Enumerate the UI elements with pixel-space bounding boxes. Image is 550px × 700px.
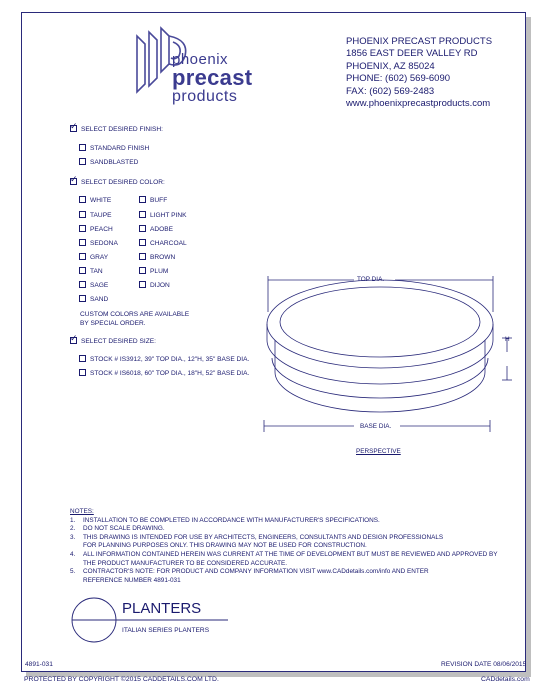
checkbox-icon[interactable]	[139, 196, 146, 203]
note-item: REFERENCE NUMBER 4891-031	[83, 576, 181, 584]
checkbox-icon[interactable]	[139, 281, 146, 288]
note-item: 1. INSTALLATION TO BE COMPLETED IN ACCORDANCE WITH MANUFACTURER'S SPECIFICATIONS.	[70, 516, 380, 524]
copyright-text: PROTECTED BY COPYRIGHT ©2015 CADDETAILS.COM LTD.	[24, 676, 219, 683]
color-option-taupe[interactable]: TAUPE	[79, 212, 112, 219]
checkbox-icon[interactable]	[139, 225, 146, 232]
title-underline	[118, 619, 228, 621]
title-circle-icon	[70, 596, 130, 646]
checkbox-icon[interactable]	[139, 211, 146, 218]
checkbox-checked-icon[interactable]	[70, 178, 77, 185]
note-item: 5. CONTRACTOR'S NOTE: FOR PRODUCT AND COMPANY INFORMATION VISIT www.CADdetails.com/info AND ENTER	[70, 568, 429, 576]
checkbox-icon[interactable]	[79, 295, 86, 302]
size-heading-row[interactable]	[70, 338, 156, 345]
checkbox-icon[interactable]	[139, 253, 146, 260]
color-heading-row[interactable]	[70, 179, 165, 186]
base-dia-label: BASE DIA.	[360, 423, 392, 430]
checkbox-icon[interactable]	[139, 267, 146, 274]
checkbox-checked-icon[interactable]	[70, 125, 77, 132]
note-item: 3. THIS DRAWING IS INTENDED FOR USE BY ARCHITECTS, ENGINEERS, CONSULTANTS AND DESIGN PROFESSIONALS	[70, 533, 444, 541]
color-option-light-pink[interactable]: LIGHT PINK	[139, 212, 187, 219]
finish-option-standard[interactable]: STANDARD FINISH	[79, 145, 149, 152]
company-fax: FAX: (602) 569-2483	[346, 85, 435, 97]
checkbox-icon[interactable]	[79, 144, 86, 151]
company-phone: PHONE: (602) 569-6090	[346, 73, 451, 85]
note-item: THE PRODUCT MANUFACTURER TO BE CONSIDERED ACCURATE.	[83, 559, 288, 567]
checkbox-icon[interactable]	[79, 239, 86, 246]
note-item: 2. DO NOT SCALE DRAWING.	[70, 525, 165, 533]
color-option-brown[interactable]: BROWN	[139, 254, 175, 261]
color-option-tan[interactable]: TAN	[79, 268, 103, 275]
drawing-title: PLANTERS	[122, 600, 202, 617]
color-option-dijon[interactable]: DIJON	[139, 282, 170, 289]
height-label: H	[505, 336, 510, 343]
color-option-sedona[interactable]: SEDONA	[79, 240, 118, 247]
custom-colors-note-2: BY SPECIAL ORDER.	[80, 320, 146, 327]
color-option-sand[interactable]: SAND	[79, 296, 108, 303]
company-info	[346, 36, 492, 110]
finish-heading-row[interactable]	[70, 126, 163, 133]
color-option-gray[interactable]: GRAY	[79, 254, 108, 261]
logo-products-text: products	[172, 88, 238, 105]
color-option-charcoal[interactable]: CHARCOAL	[139, 240, 187, 247]
checkbox-icon[interactable]	[79, 158, 86, 165]
checkbox-icon[interactable]	[79, 225, 86, 232]
color-heading: SELECT DESIRED COLOR:	[81, 179, 165, 186]
checkbox-icon[interactable]	[79, 211, 86, 218]
revision-date: REVISION DATE 08/06/2015	[441, 661, 527, 668]
color-option-peach[interactable]: PEACH	[79, 226, 113, 233]
notes-block	[70, 508, 500, 585]
finish-heading: SELECT DESIRED FINISH:	[81, 126, 163, 133]
note-item: 4. ALL INFORMATION CONTAINED HEREIN WAS CURRENT AT THE TIME OF DEVELOPMENT BUT MUST BE REVIEWED AND APPROVED BY	[70, 550, 498, 558]
company-name: PHOENIX PRECAST PRODUCTS	[346, 36, 493, 47]
color-option-plum[interactable]: PLUM	[139, 268, 168, 275]
company-web: www.phoenixprecastproducts.com	[346, 98, 491, 110]
note-item: FOR PLANNING PURPOSES ONLY. THIS DRAWING MAY NOT BE USED FOR CONSTRUCTION.	[83, 542, 367, 550]
checkbox-icon[interactable]	[139, 239, 146, 246]
size-option-is3912[interactable]: STOCK # IS3912, 39" TOP DIA., 12"H, 35" BASE DIA.	[79, 356, 249, 363]
color-option-adobe[interactable]: ADOBE	[139, 226, 173, 233]
color-option-sage[interactable]: SAGE	[79, 282, 108, 289]
planter-rim-outer	[267, 280, 493, 368]
notes-title: NOTES:	[70, 508, 94, 515]
finish-option-sandblasted[interactable]: SANDBLASTED	[79, 159, 138, 166]
checkbox-icon[interactable]	[79, 253, 86, 260]
planter-rim-inner	[280, 287, 480, 357]
checkbox-checked-icon[interactable]	[70, 337, 77, 344]
perspective-label: PERSPECTIVE	[356, 448, 401, 455]
planter-perspective-drawing	[250, 262, 525, 447]
checkbox-icon[interactable]	[79, 196, 86, 203]
logo-precast-text: precast	[172, 65, 253, 90]
checkbox-icon[interactable]	[79, 369, 86, 376]
color-option-white[interactable]: WHITE	[79, 197, 111, 204]
size-heading: SELECT DESIRED SIZE:	[81, 338, 156, 345]
company-street: 1856 EAST DEER VALLEY RD	[346, 48, 478, 60]
checkbox-icon[interactable]	[79, 267, 86, 274]
reference-number: 4891-031	[25, 661, 53, 668]
caddetails-link[interactable]: CADdetails.com	[481, 676, 530, 683]
logo-wordmark	[172, 52, 252, 105]
logo-phoenix-text: phoenix	[172, 51, 229, 68]
size-option-is6018[interactable]: STOCK # IS6018, 60" TOP DIA., 18"H, 52" BASE DIA.	[79, 370, 249, 377]
checkbox-icon[interactable]	[79, 355, 86, 362]
company-city: PHOENIX, AZ 85024	[346, 60, 435, 72]
color-option-buff[interactable]: BUFF	[139, 197, 167, 204]
checkbox-icon[interactable]	[79, 281, 86, 288]
top-dia-label: TOP DIA.	[357, 276, 385, 283]
custom-colors-note-1: CUSTOM COLORS ARE AVAILABLE	[80, 311, 190, 318]
drawing-subtitle: ITALIAN SERIES PLANTERS	[122, 627, 210, 634]
